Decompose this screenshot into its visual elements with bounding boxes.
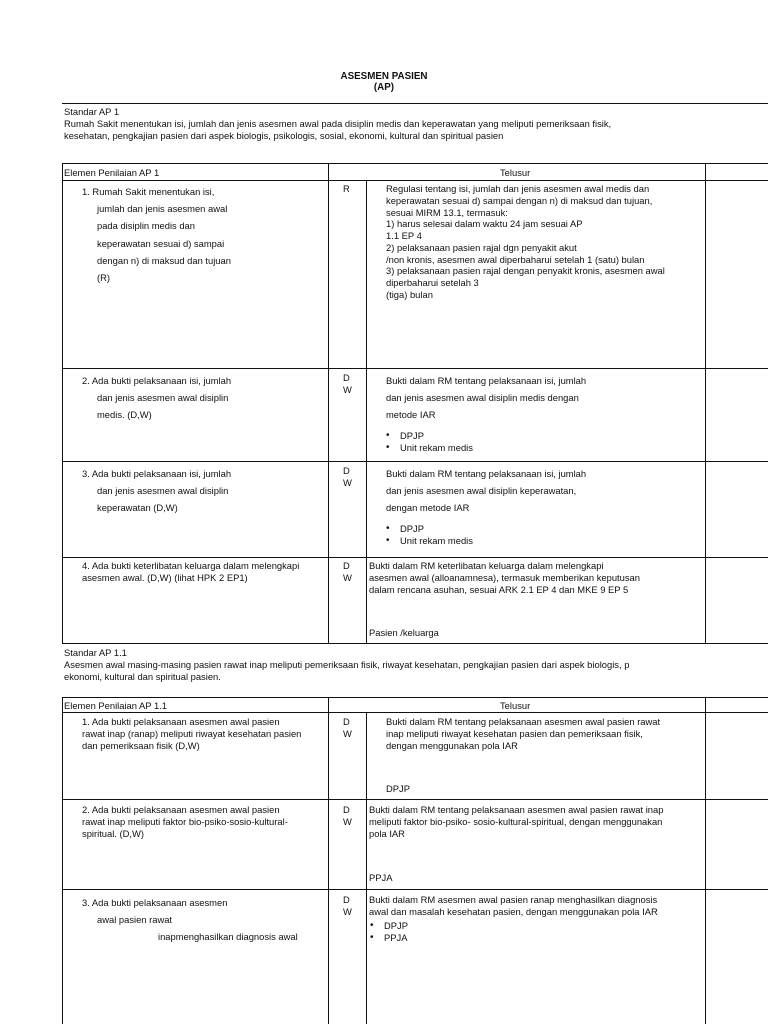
- elemen-cell: 1. Ada bukti pelaksanaan asesmen awal pasien rawat inap (ranap) meliputi riwayat kesehatan pasien dan pemeriksaan fisik (D,W): [82, 716, 302, 751]
- list-item: • PPJA: [366, 932, 408, 944]
- column-header-telusur: Telusur: [500, 700, 531, 711]
- table-border: [62, 461, 768, 462]
- table-border: [62, 889, 768, 890]
- standar-heading: Standar AP 1: [64, 106, 120, 117]
- standar-ap11: [64, 647, 629, 682]
- table-border: [328, 697, 329, 1024]
- telusur-note: Pasien /keluarga: [369, 627, 439, 638]
- table-border: [62, 697, 63, 1024]
- standar-heading: Standar AP 1.1: [64, 647, 127, 658]
- kode-cell: D W: [343, 804, 352, 827]
- table-border: [366, 180, 367, 643]
- standar-text: ekonomi, kultural dan spiritual pasien.: [64, 670, 221, 682]
- telusur-cell: Bukti dalam RM tentang pelaksanaan isi, jumlah dan jenis asesmen awal disiplin keperawatan, dengan metode IAR: [386, 468, 587, 514]
- elemen-cell: asesmen awal. (D,W) (lihat HPK 2 EP1): [82, 572, 248, 583]
- document-subtitle: (AP): [373, 82, 395, 93]
- telusur-bullets: [382, 523, 473, 547]
- kode-cell: D W: [343, 372, 352, 395]
- table-border: [62, 163, 63, 643]
- list-item: • Unit rekam medis: [382, 535, 473, 547]
- elemen-cell: 1. Rumah Sakit menentukan isi, jumlah dan jenis asesmen awal pada disiplin medis dan keperawatan sesuai d) sampai dengan n) di maksud dan tujuan (R): [82, 186, 231, 284]
- table-border: [366, 712, 367, 1024]
- table-border: [62, 180, 768, 181]
- kode-cell: D W: [343, 716, 352, 739]
- table-border: [62, 368, 768, 369]
- table-border: [62, 799, 768, 800]
- telusur-cell: Bukti dalam RM tentang pelaksanaan isi, jumlah dan jenis asesmen awal disiplin medis dengan metode IAR: [386, 375, 587, 421]
- table-border: [62, 163, 768, 164]
- column-header-elemen: Elemen Penilaian AP 1: [64, 167, 160, 178]
- standar-text: Rumah Sakit menentukan isi, jumlah dan jenis asesmen awal pada disiplin medis dan keperawatan yang meliputi pemeriksaan fisik,: [64, 117, 612, 129]
- kode-cell: D W: [343, 465, 352, 488]
- table-border: [62, 712, 768, 713]
- column-header-elemen: Elemen Penilaian AP 1.1: [64, 700, 168, 711]
- elemen-cell: 3. Ada bukti pelaksanaan isi, jumlah dan jenis asesmen awal disiplin keperawatan (D,W): [82, 468, 232, 514]
- telusur-bullets: [382, 430, 473, 454]
- divider: [62, 103, 768, 104]
- table-border: [62, 557, 768, 558]
- elemen-cell: 2. Ada bukti pelaksanaan isi, jumlah dan jenis asesmen awal disiplin medis. (D,W): [82, 375, 232, 421]
- kode-cell: D W: [343, 894, 352, 917]
- kode-cell: D W: [343, 560, 352, 583]
- list-item: • DPJP: [382, 430, 473, 442]
- telusur-cell: Bukti dalam RM asesmen awal pasien ranap menghasilkan diagnosis awal dan masalah kesehatan pasien, dengan menggunakan pola IAR: [369, 894, 658, 917]
- table-border: [705, 163, 706, 643]
- table-border: [328, 163, 329, 643]
- table-border: [705, 697, 706, 1024]
- table-border: [62, 643, 768, 644]
- kode-cell: R: [343, 183, 350, 194]
- standar-text: kesehatan, pengkajian pasien dari aspek biologis, psikologis, sosial, ekonomi, kultural dan spiritual pasien: [64, 129, 504, 141]
- elemen-cell: 4. Ada bukti keterlibatan keluarga dalam melengkapi: [82, 560, 300, 571]
- telusur-cell: Regulasi tentang isi, jumlah dan jenis asesmen awal medis dan keperawatan sesuai d) sampai dengan n) di maksud dan tujuan, sesuai MIRM 13.1, termasuk: 1) harus selesai dalam waktu 24 jam sesuai AP 1.1 EP 4 2) pelaksanaan pasien rajal dgn penyakit akut /non kronis, asesmen awal diperbaharui setelah 1 (satu) bulan 3) pelaksanaan pasien rajal dengan penyakit kronis, asesmen awal diperbaharui setelah 3 (tiga) bulan: [386, 183, 665, 300]
- telusur-cell: Bukti dalam RM tentang pelaksanaan asesmen awal pasien rawat inap meliputi faktor bio-psiko- sosio-kultural-spiritual, dengan menggunakan pola IAR: [369, 804, 664, 839]
- document-title: ASESMEN PASIEN: [340, 71, 428, 82]
- elemen-cell: 2. Ada bukti pelaksanaan asesmen awal pasien rawat inap meliputi faktor bio-psiko-sosio-kultural- spiritual. (D,W): [82, 804, 288, 839]
- telusur-note: DPJP: [386, 783, 410, 794]
- list-item: • DPJP: [366, 920, 408, 932]
- telusur-bullets: [366, 920, 408, 944]
- list-item: • DPJP: [382, 523, 473, 535]
- column-header-telusur: Telusur: [500, 167, 531, 178]
- table-border: [62, 697, 768, 698]
- standar-text: Asesmen awal masing-masing pasien rawat inap meliputi pemeriksaan fisik, riwayat kesehatan, pengkajian pasien dari aspek biologis, p: [64, 658, 630, 670]
- telusur-cell: Bukti dalam RM tentang pelaksanaan asesmen awal pasien rawat inap meliputi riwayat kesehatan pasien dan pemeriksaan fisik, dengan menggunakan pola IAR: [386, 716, 661, 751]
- list-item: • Unit rekam medis: [382, 442, 473, 454]
- elemen-cell: 3. Ada bukti pelaksanaan asesmen awal pasien rawat inapmenghasilkan diagnosis awal: [82, 897, 298, 943]
- telusur-note: PPJA: [369, 872, 393, 883]
- standar-ap1: [64, 106, 611, 141]
- telusur-cell: Bukti dalam RM keterlibatan keluarga dalam melengkapi asesmen awal (alloanamnesa), termasuk memberikan keputusan dalam rencana asuhan, sesuai ARK 2.1 EP 4 dan MKE 9 EP 5: [369, 560, 640, 595]
